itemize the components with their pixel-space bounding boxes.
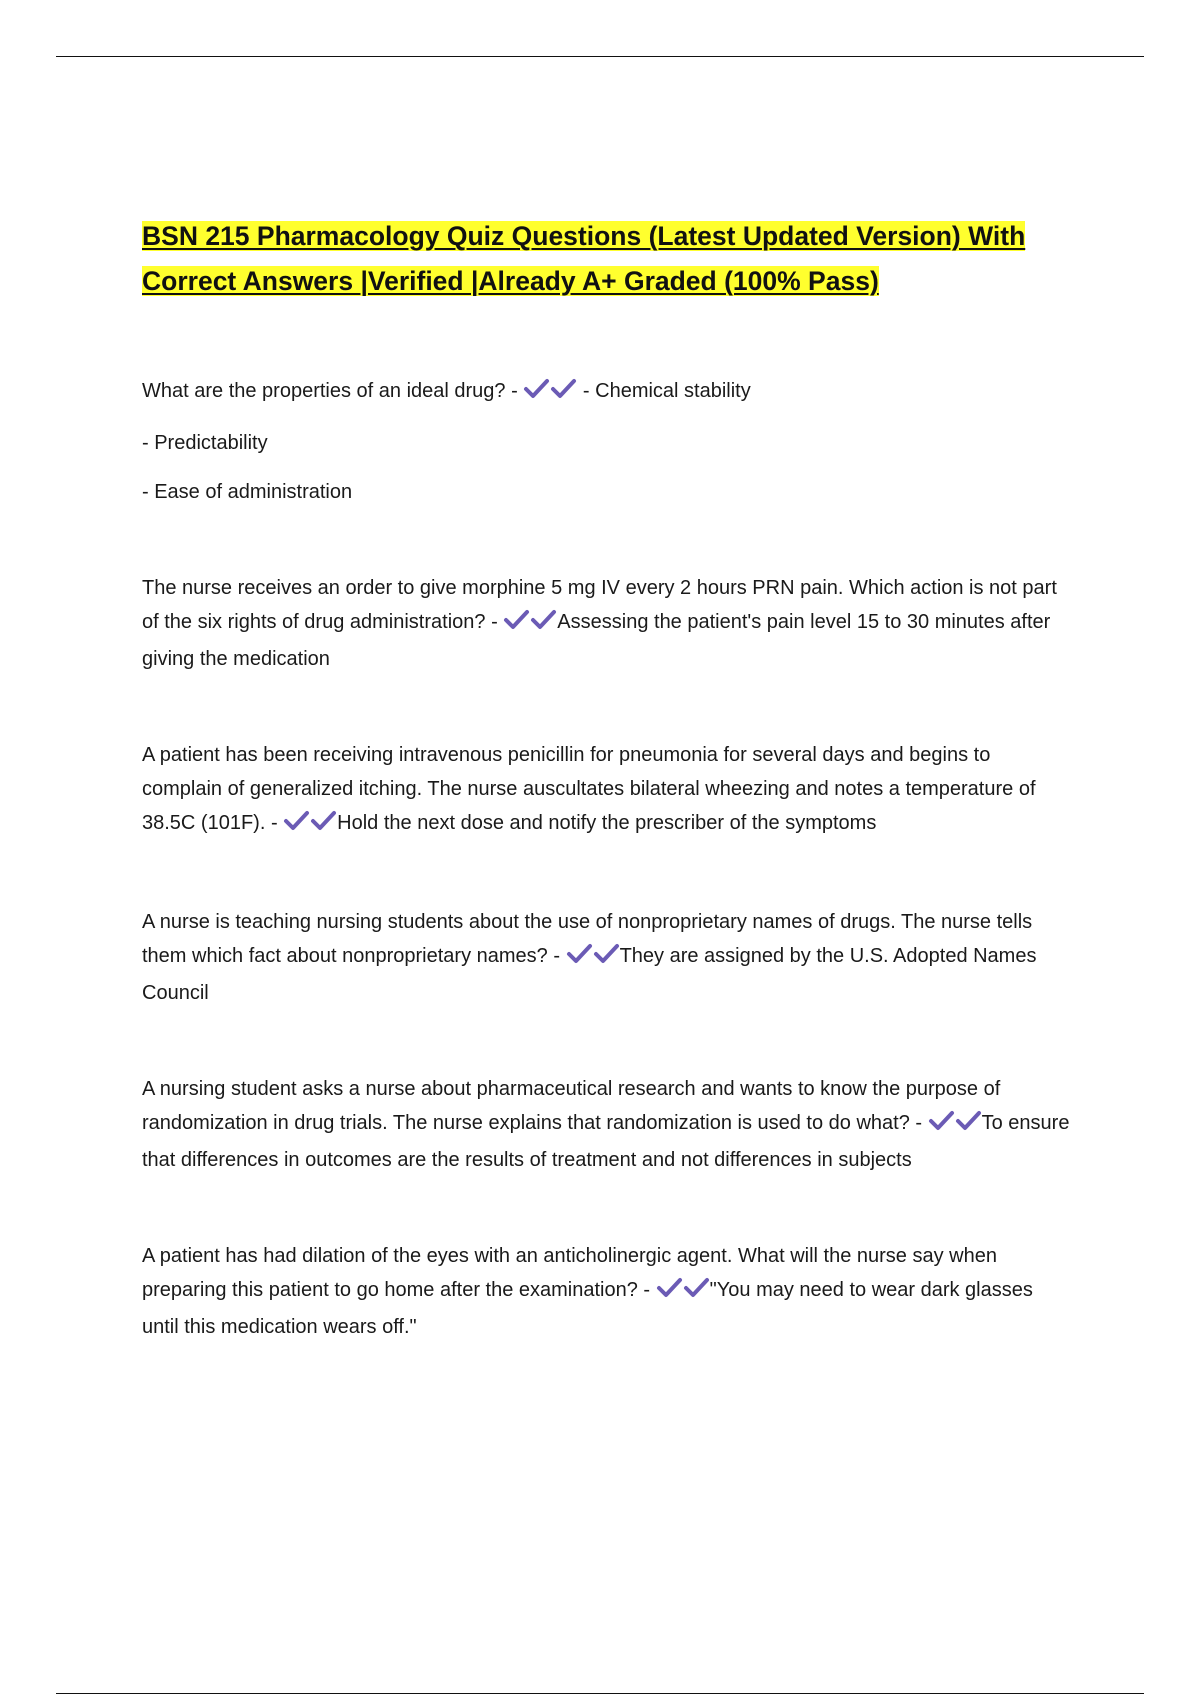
question-text: A nurse is teaching nursing students about the use of nonproprietary names of drugs. The nurse tells them which fact about nonproprietary names? - <box>142 911 1033 967</box>
check-mark-icon <box>566 942 593 976</box>
qa-item <box>142 374 1072 509</box>
answer-text: To ensure that differences in outcomes are the results of treatment and not differences in subjects <box>142 1112 1070 1171</box>
qa-line <box>142 905 1072 1010</box>
check-mark-icon <box>523 377 550 411</box>
check-mark-icon <box>683 1276 710 1310</box>
answer-extra-line: - Predictability <box>142 432 268 454</box>
qa-item <box>142 1239 1072 1344</box>
check-marks <box>523 380 577 402</box>
check-marks <box>283 812 337 834</box>
qa-line <box>142 738 1072 843</box>
document-title-text: BSN 215 Pharmacology Quiz Questions (Latest Updated Version) With Correct Answers |Verified |Already A+ Graded (100% Pass) <box>142 221 1026 296</box>
check-mark-icon <box>503 608 530 642</box>
qa-item <box>142 571 1072 676</box>
answer-text: They are assigned by the U.S. Adopted Names Council <box>142 945 1037 1004</box>
answer-text: "You may need to wear dark glasses until this medication wears off." <box>142 1279 1033 1338</box>
check-marks <box>503 611 557 633</box>
qa-list <box>142 374 1072 1344</box>
answer-text: Hold the next dose and notify the prescriber of the symptoms <box>337 812 877 834</box>
check-marks <box>566 945 620 967</box>
answer-extra-line: - Ease of administration <box>142 481 353 503</box>
check-mark-icon <box>550 377 577 411</box>
top-rule <box>56 56 1144 57</box>
check-mark-icon <box>656 1276 683 1310</box>
qa-item <box>142 905 1072 1010</box>
question-text: What are the properties of an ideal drug? - <box>142 380 518 402</box>
document-body <box>142 214 1072 1406</box>
qa-line <box>142 1072 1072 1177</box>
answer-text: Assessing the patient's pain level 15 to 30 minutes after giving the medication <box>142 611 1051 670</box>
qa-item <box>142 738 1072 843</box>
question-text: A patient has been receiving intravenous penicillin for pneumonia for several days and begins to complain of generalized itching. The nurse auscultates bilateral wheezing and notes a temperature of 38.5C (101F). - <box>142 744 1036 834</box>
question-text: A nursing student asks a nurse about pharmaceutical research and wants to know the purpose of randomization in drug trials. The nurse explains that randomization is used to do what? - <box>142 1078 1001 1134</box>
question-text: The nurse receives an order to give morphine 5 mg IV every 2 hours PRN pain. Which action is not part of the six rights of drug administration? - <box>142 577 1057 633</box>
check-mark-icon <box>955 1109 982 1143</box>
check-mark-icon <box>928 1109 955 1143</box>
check-marks <box>928 1112 982 1134</box>
question-text: A patient has had dilation of the eyes with an anticholinergic agent. What will the nurse say when preparing this patient to go home after the examination? - <box>142 1245 997 1301</box>
check-mark-icon <box>530 608 557 642</box>
check-mark-icon <box>283 809 310 843</box>
check-mark-icon <box>593 942 620 976</box>
check-marks <box>656 1279 710 1301</box>
document-title <box>142 214 1072 304</box>
check-mark-icon <box>310 809 337 843</box>
qa-line <box>142 1239 1072 1344</box>
qa-line <box>142 374 1072 411</box>
bottom-rule <box>56 1693 1144 1694</box>
answer-text: - Chemical stability <box>582 380 751 402</box>
qa-item <box>142 1072 1072 1177</box>
qa-line <box>142 571 1072 676</box>
